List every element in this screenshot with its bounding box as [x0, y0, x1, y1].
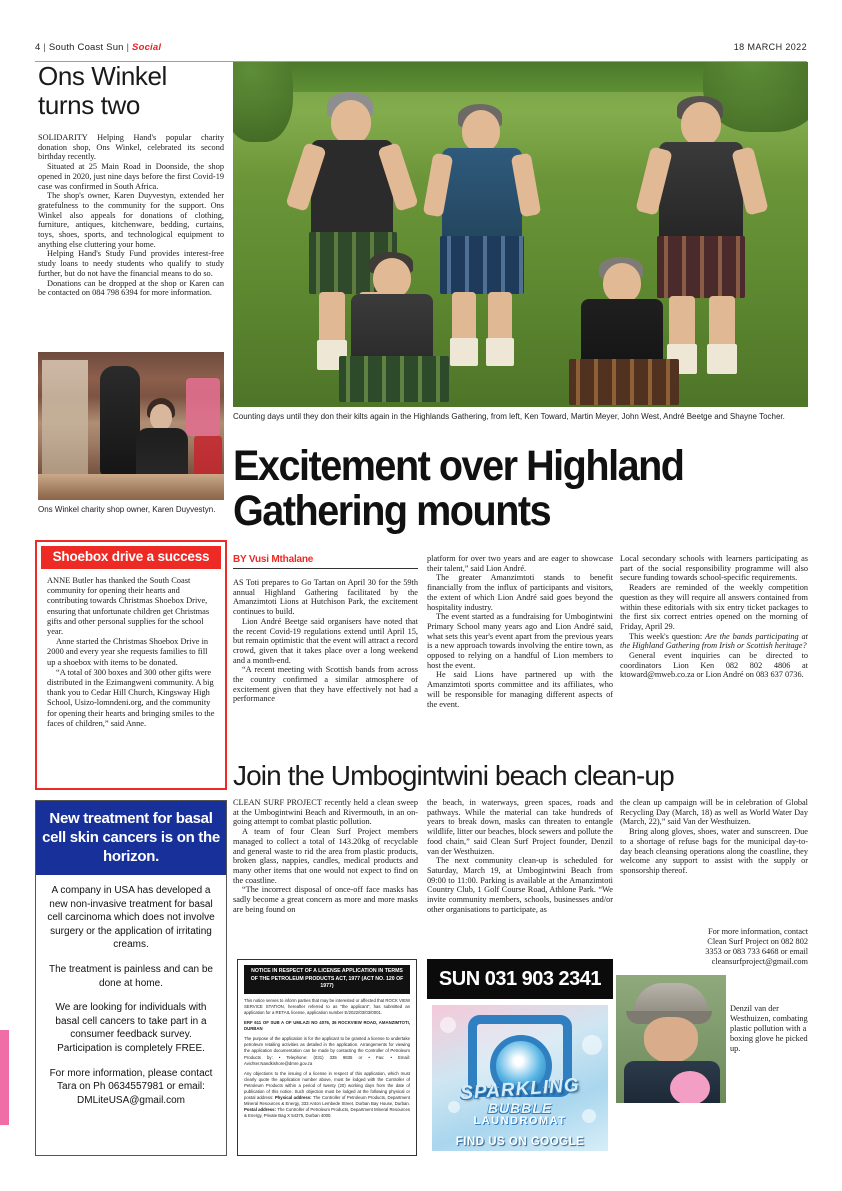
- highland-paragraph: General event inquiries can be directed to coordinators Lion Ken 082 802 4806 at ktoward@mweb.co.za or Lion André on 083 637 0736.: [620, 651, 808, 680]
- highland-paragraph: platform for over two years and are eager to showcase their talent,” said Lion André.: [427, 554, 613, 573]
- basal-cell-ad-heading: New treatment for basal cell skin cancers is on the horizon.: [36, 801, 226, 875]
- shoebox-body: [47, 576, 215, 729]
- cleanup-headline: Join the Umbogintwini beach clean-up: [233, 760, 674, 791]
- cleanup-column-2: [427, 798, 613, 914]
- ons-winkel-paragraph: Helping Hand's Study Fund provides interest-free study loans to needy students who qualify to study further, but do not have the financial means to do so.: [38, 249, 224, 278]
- denzil-photo: [616, 975, 726, 1103]
- cleanup-paragraph: Bring along gloves, shoes, water and sunscreen. Due to a shortage of refuse bags for the municipal day-to-day beach cleansing operations along the coastline, they welcome any support to assist with the supply or sponsorship thereof.: [620, 827, 808, 875]
- page-edge-marker: [0, 1030, 9, 1125]
- masthead-page-number: 4: [35, 42, 41, 53]
- sun-classified-ad: [427, 959, 613, 1156]
- legal-notice-postal-address: The Controller of Petroleum Products, Department Mineral Resources & Energy, Private Bag X 54375, Durban 4000.: [244, 1107, 410, 1119]
- cleanup-contact-block: For more information, contact Clean Surf Project on 082 802 3353 or 083 733 6468 or email cleansurfproject@gmail.com: [705, 927, 808, 966]
- legal-notice-physical-label: Physical address:: [274, 1095, 314, 1101]
- denzil-photo-caption: Denzil van der Westhuizen, combating plastic pollution with a boxing glove he picked up.: [730, 1004, 808, 1053]
- laundromat-brand-line-3: LAUNDROMAT: [473, 1115, 567, 1127]
- highland-column-2: [427, 554, 613, 709]
- highland-paragraph: “A recent meeting with Scottish bands from across the country confirmed a similar atmosphere of excitement given that they have effectively not had a performance: [233, 665, 418, 704]
- legal-notice-postal-label: Postal address:: [244, 1107, 278, 1113]
- legal-notice-objection-text: Any objections to the issuing of a license in respect of this application, which must clearly quote the application number above, must be lodged with the Controller of Petroleum Products within a period of twenty (20) working days from the date of publication of this notice. Such objection must be lodged at the following physical or postal address:: [244, 1070, 410, 1101]
- ons-winkel-photo: [38, 352, 224, 500]
- cleanup-paragraph: the clean up campaign will be in celebration of Global Recycling Day (March, 18) as well as World Water Day (March, 22),” said Van der Westhuizen.: [620, 798, 808, 827]
- legal-notice-erf: ERF 611 OF SUB A OF UMLAZI NO 4076, 36 ROCKVIEW ROAD, AMANZIMTOTI, DURBAN: [244, 1020, 410, 1032]
- cleanup-paragraph: The next community clean-up is scheduled for Saturday, March 19, at Umbogintwini Beach from 09:00 to 11:00. Parking is available at the Amanzimtoti Country Club, 1 Golf Course Road, Athlone Park. “We invite community members, schools, businesses and/or other organisations to participate, as: [427, 856, 613, 914]
- highland-competition-question: Are the bands participating at the Highland Gathering from Irish or Scottish heritage?: [620, 631, 808, 651]
- ons-winkel-paragraph: SOLIDARITY Helping Hand's popular charity donation shop, Ons Winkel, celebrated its second birthday recently.: [38, 133, 224, 162]
- highland-paragraph: Lion André Beetge said organisers have noted that the recent Covid-19 regulations extend until April 15, but remain optimistic that the event will attract a record crowd, given that it takes place over a long weekend and a month-end.: [233, 616, 418, 665]
- cleanup-column-1: [233, 798, 418, 914]
- shoebox-paragraph: Anne started the Christmas Shoebox Drive in 2000 and every year she requests families to fill up a shoebox with items to be donated.: [47, 637, 209, 667]
- basal-cell-ad: [35, 800, 227, 1156]
- legal-notice-body: [244, 998, 410, 1120]
- ons-winkel-headline: Ons Winkel turns two: [38, 61, 167, 120]
- highland-byline: BY Vusi Mthalane: [233, 554, 418, 569]
- sun-phone-banner: SUN 031 903 2341: [427, 959, 613, 999]
- ons-winkel-body: [38, 133, 224, 298]
- laundromat-brand-line-1: SPARKLING: [459, 1074, 581, 1105]
- legal-notice-objection-paragraph: [244, 1071, 410, 1120]
- laundromat-ad: [432, 1005, 608, 1151]
- highland-headline: Excitement over Highland Gathering mounts: [233, 442, 684, 535]
- ons-winkel-paragraph: Donations can be dropped at the shop or Karen can be contacted on 084 798 6394 for more information.: [38, 278, 224, 298]
- masthead-left: [35, 42, 161, 53]
- highland-gathering-photo: [233, 62, 808, 407]
- masthead-date: 18 MARCH 2022: [733, 42, 807, 52]
- ons-winkel-paragraph: The shop's owner, Karen Duyvestyn, extended her gratefulness to the community for the support. Ons Winkel also appeals for donations of clothing, furniture, antiques, kitchenware, bedding, curtains, toys, shoes, sports, and technological equipment to anything else cluttering your home.: [38, 191, 224, 249]
- shoebox-drive-box: [35, 540, 227, 790]
- shoebox-heading: Shoebox drive a success: [41, 546, 221, 569]
- highland-question-paragraph: [620, 632, 808, 651]
- basal-cell-ad-paragraph: A company in USA has developed a new non-invasive treatment for basal cell carcinoma which does not involve surgery or the application of irritating creams.: [47, 885, 215, 951]
- masthead-separator-1: |: [43, 42, 46, 53]
- basal-cell-ad-paragraph: The treatment is painless and can be done at home.: [49, 963, 213, 989]
- basal-cell-ad-paragraph: We are looking for individuals with basal cell cancers to take part in a consumer feedback survey. Participation is completely FREE.: [55, 1002, 207, 1054]
- page-masthead: [35, 40, 807, 62]
- highland-photo-caption: Counting days until they don their kilts again in the Highlands Gathering, from left, Ken Toward, Martin Meyer, John West, André Beetge and Shayne Tocher.: [233, 412, 785, 421]
- basal-cell-ad-contact: For more information, please contact Tara on Ph 0634557981 or email: DMLiteUSA@gmail.com: [49, 1067, 213, 1106]
- cleanup-paragraph: the beach, in waterways, green spaces, roads and pathways. While the material can take hundreds of years to break down, masks can threaten to entangle wildlife, litter our beaches, block sewers and pollute the food chain,” said Clean Surf Project founder, Denzil van der Westhuizen.: [427, 798, 613, 856]
- highland-paragraph: Readers are reminded of the weekly competition question as they will require all answers contained from within these editorials with six entry ticket packages to the first six correct entries opened on the morning of Friday, April 29.: [620, 583, 808, 631]
- shoebox-paragraph: “A total of 300 boxes and 300 other gifts were distributed in the Ezimangweni community. A big thank you to Cedar Hill Church, Kingsway High School, Usizo-lomndeni.org, and the community for opening their hearts and bringing smiles to the faces of children,” said Anne.: [47, 667, 215, 728]
- highland-paragraph: He said Lions have partnered up with the Amanzimtoti sports committee and its affiliates, who will be responsible for managing different aspects of the event.: [427, 670, 613, 709]
- highland-column-3: [620, 554, 808, 680]
- highland-paragraph: The event started as a fundraising for Umbogintwini Primary School many years ago and Lion André said, what sets this year's event apart from the previous years is a new approach towards involving the entire town, as opposed to relying on a handful of Lion members to host the event.: [427, 612, 613, 670]
- legal-notice-heading: NOTICE IN RESPECT OF A LICENSE APPLICATION IN TERMS OF THE PETROLEUM PRODUCTS ACT, 1977 (ACT NO. 120 OF 1977): [244, 965, 410, 994]
- basal-cell-ad-body: [36, 875, 226, 1107]
- legal-notice-paragraph: The purpose of the application is for the applicant to be granted a license to undertake petroleum retailing activities as detailed in the application. Arrangements for viewing the application documentation can be made by contacting the Controller of Petroleum Products by: • Telephone: (031) 335 9835 or • Fax: • Email: Avichter.Nandkishore@dmre.gov.za: [244, 1036, 410, 1066]
- laundromat-cta[interactable]: FIND US ON GOOGLE: [455, 1136, 585, 1148]
- cleanup-column-3: [620, 798, 808, 876]
- laundromat-brand-line-2: BUBBLE: [487, 1100, 553, 1116]
- ons-winkel-photo-caption: Ons Winkel charity shop owner, Karen Duyvestyn.: [38, 505, 216, 514]
- masthead-section: Social: [132, 42, 162, 53]
- cleanup-paragraph: CLEAN SURF PROJECT recently held a clean sweep at the Umbogintwini Beach and Rivermouth, in an on-going attempt to combat plastic pollution.: [233, 798, 418, 827]
- ons-winkel-paragraph: Situated at 25 Main Road in Doonside, the shop opened in 2020, just nine days before the first Covid-19 case was confirmed in South Africa.: [38, 162, 224, 191]
- highland-question-lead: This week's question:: [629, 631, 706, 641]
- highland-paragraph: The greater Amanzimtoti stands to benefit financially from the influx of participants and visitors, the extent of which Lion André said goes beyond the hospitality industry.: [427, 573, 613, 612]
- legal-notice-physical-address: The Controller of Petroleum Products, Department Mineral Resources & Energy, 333 Anton Lembede Street, Durban Bay House, Durban.: [244, 1095, 410, 1107]
- highland-paragraph: AS Toti prepares to Go Tartan on April 30 for the 59th annual Highland Gathering facilitated by the Amanzimtoti Lions at Hutchison Park, the excitement continues to build.: [233, 578, 418, 617]
- legal-notice-paragraph: This notice serves to inform parties that may be interested or affected that ROCK VIEW SERVICE STATION, hereafter referred to as “the applicant”, has submitted an application for a RETAIL license, application number E/2022/03/03/0001.: [244, 997, 410, 1015]
- highland-column-1: [233, 578, 418, 704]
- masthead-publication: South Coast Sun: [48, 42, 124, 53]
- petroleum-license-notice-ad: [237, 959, 417, 1156]
- highland-paragraph: Local secondary schools with learners participating as part of the social responsibility programme will also secure funding towards school-specific requirements.: [620, 554, 808, 583]
- cleanup-paragraph: “The incorrect disposal of once-off face masks has sadly become a great concern as more and more masks are being found on: [233, 885, 418, 914]
- cleanup-paragraph: A team of four Clean Surf Project members managed to collect a total of 143.20kg of recyclable and general waste to rid the area from plastic products, broken glass, nappies, candles, medical products and many other items that one would not expect to find on the coastline.: [233, 827, 418, 885]
- shoebox-paragraph: ANNE Butler has thanked the South Coast community for opening their hearts and contributing towards Christmas Shoebox Drive, ensuring that unfortunate children get Christmas gifts and other personal supplies for the school year.: [47, 576, 210, 637]
- masthead-separator-2: |: [126, 42, 130, 53]
